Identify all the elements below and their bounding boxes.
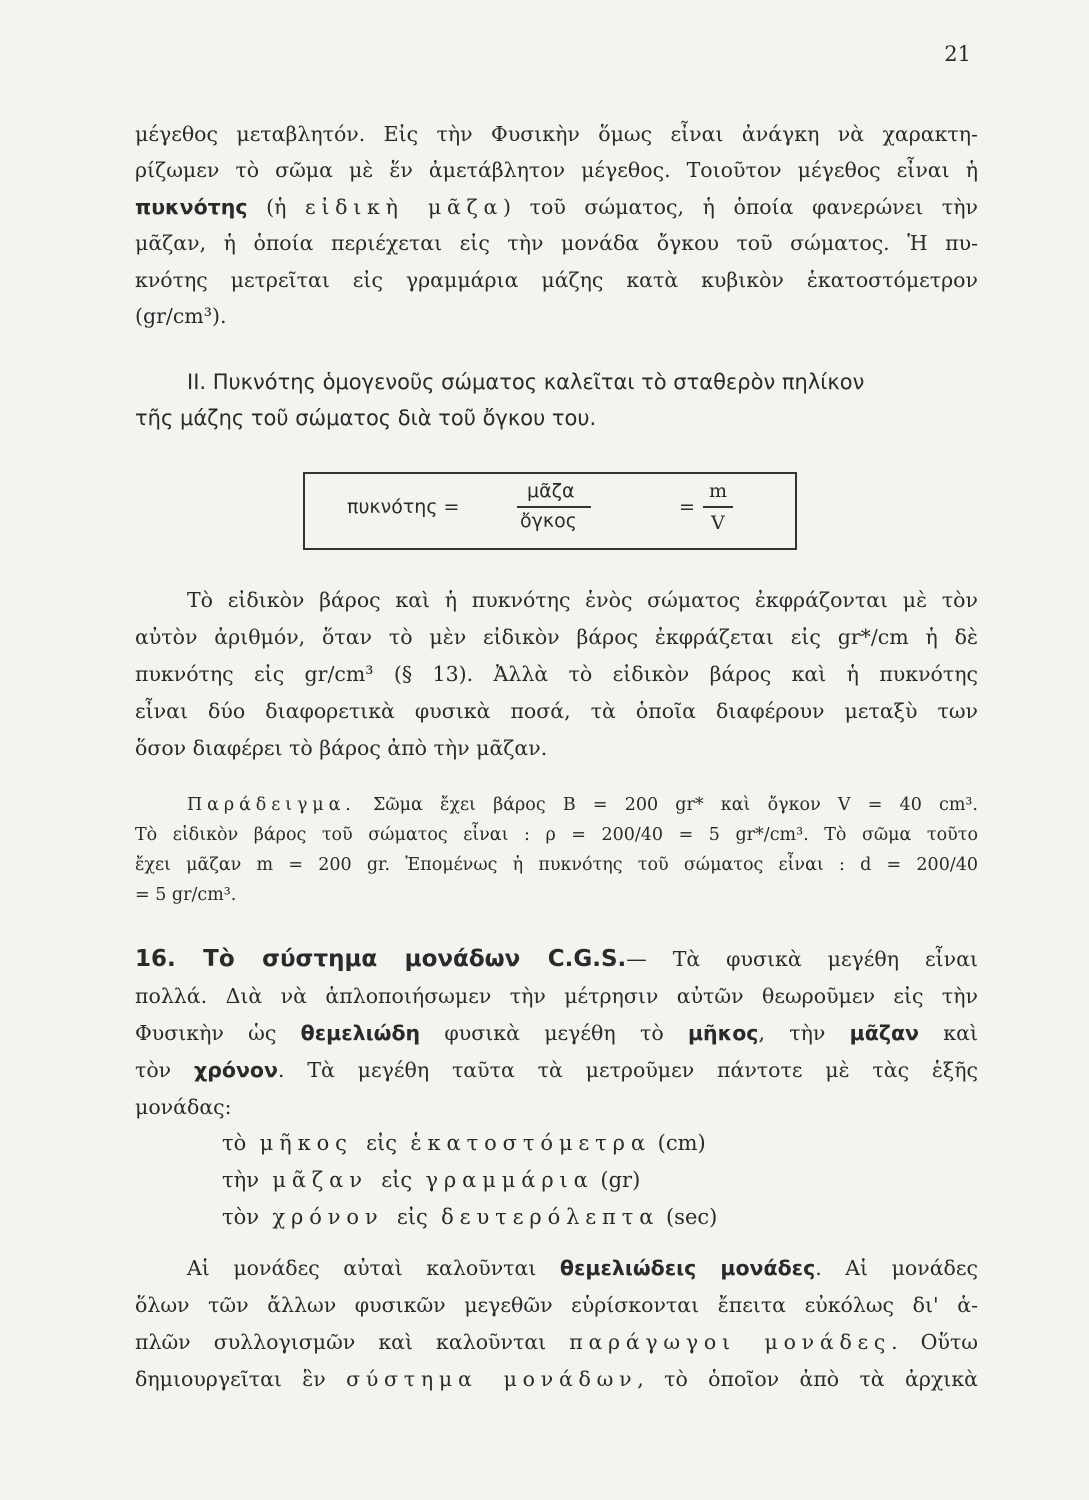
text-line: ὅσον διαφέρει τὸ βάρος ἀπὸ τὴν μᾶζαν. (135, 736, 548, 760)
text-line: μέγεθος μεταβλητόν. Εἰς τὴν Φυσικὴν ὅμως εἶναι ἀνάγκη νὰ χαρακτη- (135, 122, 978, 146)
text-line: ἔχει μᾶζαν m = 200 gr. Ἐπομένως ἡ πυκνότης τοῦ σώματος εἶναι : d = 200/40 (135, 855, 978, 875)
bold-term: θεμελιώδεις μονάδες (559, 1256, 816, 1280)
fraction-numerator: m (709, 480, 728, 502)
spaced-term: σύστημα μονάδων (346, 1367, 638, 1391)
text-line: ὅλων τῶν ἄλλων φυσικῶν μεγεθῶν εὑρίσκονται ἔπειτα εὐκόλως δι' ἁ- (135, 1293, 978, 1317)
bold-term: πυκνότης (135, 195, 248, 219)
spaced-term: εἰδικὴ μᾶζα (305, 195, 504, 219)
formula-equals: = (679, 496, 695, 518)
bold-term: μᾶζαν (849, 1021, 919, 1045)
formula-lhs: πυκνότης = (347, 496, 460, 518)
text-line: εἶναι δύο διαφορετικὰ φυσικὰ ποσά, τὰ ὁποῖα διαφέρουν μεταξὺ των (135, 699, 978, 723)
list-item: τὴν μᾶζαν εἰς γραμμάρια (gr) (222, 1168, 641, 1192)
text-line: πλῶν συλλογισμῶν καὶ καλοῦνται παράγωγοι μονάδες. Οὕτω (135, 1330, 979, 1354)
text-line: Φυσικὴν ὡς θεμελιώδη φυσικὰ μεγέθη τὸ μῆκος, τὴν μᾶζαν καὶ (135, 1021, 978, 1045)
text-line: Τὸ εἰδικὸν βάρος καὶ ἡ πυκνότης ἑνὸς σώματος ἐκφράζονται μὲ τὸν (187, 588, 978, 612)
text-line: κνότης μετρεῖται εἰς γραμμάρια μάζης κατὰ κυβικὸν ἑκατοστόμετρον (135, 268, 978, 292)
text-line: Τὸ εἰδικὸν βάρος τοῦ σώματος εἶναι : ρ = 200/40 = 5 gr*/cm³. Τὸ σῶμα τοῦτο (135, 825, 978, 845)
section-heading: 16. Τὸ σύστημα μονάδων C.G.S. (135, 946, 627, 972)
fraction-bar (517, 506, 591, 508)
bold-term: θεμελιώδη (300, 1021, 421, 1045)
text-line: ΙΙ. Πυκνότης ὁμογενοῦς σώματος καλεῖται τὸ σταθερὸν πηλίκον (187, 370, 865, 394)
bold-term: μῆκος (687, 1021, 759, 1045)
list-item: τὸν χρόνον εἰς δευτερόλεπτα (sec) (222, 1205, 718, 1229)
list-item: τὸ μῆκος εἰς ἑκατοστόμετρα (cm) (222, 1131, 706, 1155)
text-line: μονάδας: (135, 1095, 232, 1119)
text-line: πολλά. Διὰ νὰ ἁπλοποιήσωμεν τὴν μέτρησιν αὐτῶν θεωροῦμεν εἰς τὴν (135, 984, 978, 1008)
text-line: πυκνότης εἰς gr/cm³ (§ 13). Ἀλλὰ τὸ εἰδικὸν βάρος καὶ ἡ πυκνότης (135, 662, 978, 686)
text-line: (gr/cm³). (135, 304, 227, 328)
text-line: τῆς μάζης τοῦ σώματος διὰ τοῦ ὄγκου του. (135, 406, 597, 430)
example-label: Παράδειγμα. (187, 795, 356, 815)
text-line: δημιουργεῖται ἓν σύστημα μονάδων, τὸ ὁποῖον ἀπὸ τὰ ἀρχικὰ (135, 1367, 978, 1391)
text-line: ρίζωμεν τὸ σῶμα μὲ ἕν ἀμετάβλητον μέγεθος. Τοιοῦτον μέγεθος εἶναι ἡ (135, 158, 978, 182)
fraction-denominator: ὄγκος (520, 510, 577, 532)
text-line: = 5 gr/cm³. (135, 885, 237, 905)
fraction-denominator: V (711, 512, 725, 534)
formula-box (303, 472, 797, 550)
text-line: τὸν χρόνον. Τὰ μεγέθη ταῦτα τὰ μετροῦμεν πάντοτε μὲ τὰς ἑξῆς (135, 1058, 978, 1082)
text-line: πυκνότης (ἡ εἰδικὴ μᾶζα) τοῦ σώματος, ἡ ὁποία φανερώνει τὴν (135, 195, 978, 219)
text-line: μᾶζαν, ἡ ὁποία περιέχεται εἰς τὴν μονάδα ὄγκου τοῦ σώματος. Ἡ πυ- (135, 231, 978, 255)
text-line: Αἱ μονάδες αὐταὶ καλοῦνται θεμελιώδεις μονάδες. Αἱ μονάδες (187, 1256, 978, 1280)
fraction-bar (703, 506, 733, 508)
page-number: 21 (944, 42, 971, 66)
spaced-term: παράγωγοι μονάδες (569, 1330, 892, 1354)
text-line: αὐτὸν ἀριθμόν, ὅταν τὸ μὲν εἰδικὸν βάρος ἐκφράζεται εἰς gr*/cm ἡ δὲ (135, 625, 978, 649)
fraction-numerator: μᾶζα (527, 480, 575, 502)
bold-term: χρόνον (193, 1058, 278, 1082)
text-line: 16. Τὸ σύστημα μονάδων C.G.S.— Τὰ φυσικὰ μεγέθη εἶναι (135, 946, 978, 972)
text-line: Παράδειγμα. Σῶμα ἔχει βάρος B = 200 gr* καὶ ὄγκον V = 40 cm³. (187, 795, 978, 815)
